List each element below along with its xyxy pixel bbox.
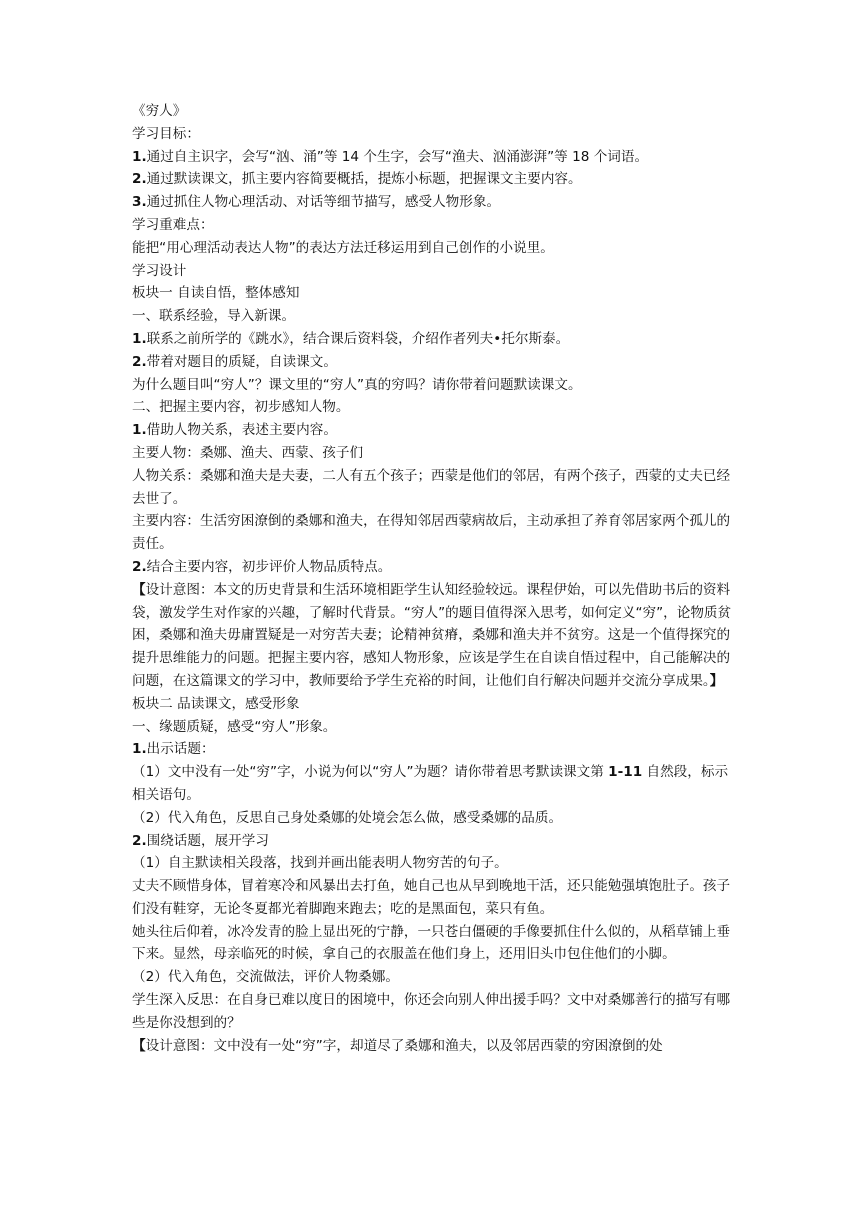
objective-item — [132, 146, 732, 169]
characters-line: 主要人物：桑娜、渔夫、西蒙、孩子们 — [132, 444, 364, 461]
block1-part1-heading: 一、联系经验，导入新课。 — [132, 308, 296, 325]
block1-item — [132, 419, 732, 442]
reflection-paragraph: 学生深入反思：在自身已难以度日的困境中，你还会向别人伸出援手吗？文中对桑娜善行的描写有哪些是你没想到的？ — [132, 992, 731, 1031]
subitem-text: 自然段，标示相关语句。 — [132, 764, 729, 803]
objectives-heading: 学习目标： — [132, 125, 200, 142]
document-body — [132, 100, 732, 1057]
design-intent-text: 设计意图：本文的历史背景和生活环境相距学生认知经验较远。课程伊始，可以先借助书后的资料袋，激发学生对作家的兴趣，了解时代背景。“穷人”的题目值得深入思考，如何定义“穷”，论物质贫困，桑娜和渔夫毋庸置疑是一对穷苦夫妻；论精神贫瘠，桑娜和渔夫并不贫穷。这是一个值得探究的提升思维能力的问题。把握主要内容，感知人物形象，应该是学生在自读自悟过程中，自己能解决的问题，在这篇课文的学习中，教师要给予学生充裕的时间，让他们自行解决问题并交流分享成果。 — [132, 581, 732, 689]
block2-heading: 板块二 品读课文，感受形象 — [132, 695, 300, 712]
relations-paragraph: 人物关系：桑娜和渔夫是夫妻，二人有五个孩子；西蒙是他们的邻居，有两个孩子，西蒙的丈夫已经去世了。 — [132, 467, 731, 507]
main-content-paragraph: 主要内容：生活穷困潦倒的桑娜和渔夫，在得知邻居西蒙病故后，主动承担了养育邻居家两个孤儿的责任。 — [132, 513, 731, 553]
design-intent-text: 设计意图：文中没有一处“穷”字，却道尽了桑娜和渔夫，以及邻居西蒙的穷困潦倒的处 — [145, 1037, 663, 1054]
subitem-text: （1）文中没有一处“穷”字，小说为何以“穷人”为题？请你带着思考默读课文第 — [132, 764, 609, 781]
block1-part2-heading: 二、把握主要内容，初步感知人物。 — [132, 399, 350, 416]
difficulty-text: 能把“用心理活动表达人物”的表达方法迁移运用到自己创作的小说里。 — [132, 239, 554, 256]
item-text: 出示话题： — [146, 741, 215, 758]
item-text: 围绕话题，展开学习 — [146, 832, 269, 849]
objective-item — [132, 191, 732, 214]
block1-item — [132, 351, 732, 374]
block1-heading: 板块一 自读自悟，整体感知 — [132, 285, 300, 302]
bracket-open: 【 — [132, 1037, 146, 1054]
objective-number: 3. — [132, 194, 147, 211]
block2-subitem — [132, 761, 732, 807]
block2-subitem: （2）代入角色，反思自己身处桑娜的处境会怎么做，感受桑娜的品质。 — [132, 809, 563, 826]
paragraph-range: 1-11 — [608, 764, 643, 781]
item-text: 带着对题目的质疑，自读课文。 — [146, 353, 337, 370]
block1-item — [132, 328, 732, 351]
block2-part1-heading: 一、缘题质疑，感受“穷人”形象。 — [132, 718, 337, 735]
item-text: 借助人物关系，表述主要内容。 — [146, 422, 337, 439]
block2-item — [132, 738, 732, 761]
difficulty-heading: 学习重难点： — [132, 216, 214, 233]
block2-subitem: （1）自主默读相关段落，找到并画出能表明人物穷苦的句子。 — [132, 855, 508, 872]
objective-text: 通过默读课文，抓主要内容简要概括，提炼小标题，把握课文主要内容。 — [146, 171, 582, 188]
item-number: 1. — [132, 422, 147, 439]
objective-text: 通过抓住人物心理活动、对话等细节描写，感受人物形象。 — [146, 194, 501, 211]
objective-number: 2. — [132, 171, 147, 188]
design-intent-paragraph — [132, 579, 732, 693]
item-number: 2. — [132, 832, 147, 849]
objective-text: 通过自主识字，会写“汹、涌”等 14 个生字，会写“渔夫、汹涌澎湃”等 18 个词语。 — [146, 148, 649, 165]
item-number: 2. — [132, 353, 147, 370]
design-heading: 学习设计 — [132, 262, 187, 279]
block2-subitem: （2）代入角色，交流做法，评价人物桑娜。 — [132, 969, 399, 986]
item-number: 1. — [132, 741, 147, 758]
objective-number: 1. — [132, 148, 147, 165]
quote-paragraph: 她头往后仰着，冰冷发青的脸上显出死的宁静，一只苍白僵硬的手像要抓住什么似的，从稻草铺上垂下来。显然，母亲临死的时候，拿自己的衣服盖在他们身上，还用旧头巾包住他们的小脚。 — [132, 923, 731, 963]
document-title: 《穷人》 — [132, 103, 187, 119]
design-intent-paragraph — [132, 1035, 732, 1058]
block1-item — [132, 556, 732, 579]
block2-item — [132, 830, 732, 853]
item-number: 2. — [132, 558, 147, 575]
item-text: 结合主要内容，初步评价人物品质特点。 — [146, 558, 392, 575]
item-number: 1. — [132, 330, 147, 347]
objective-item — [132, 168, 732, 191]
block1-question: 为什么题目叫“穷人”？课文里的“穷人”真的穷吗？请你带着问题默读课文。 — [132, 376, 582, 393]
bracket-close: 】 — [709, 672, 724, 689]
item-text: 联系之前所学的《跳水》，结合课后资料袋，介绍作者列夫•托尔斯泰。 — [146, 330, 570, 347]
bracket-open: 【 — [132, 581, 146, 598]
quote-paragraph: 丈夫不顾惜身体，冒着寒冷和风暴出去打鱼，她自己也从早到晚地干活，还只能勉强填饱肚子。孩子们没有鞋穿，无论冬夏都光着脚跑来跑去；吃的是黑面包，菜只有鱼。 — [132, 878, 731, 917]
